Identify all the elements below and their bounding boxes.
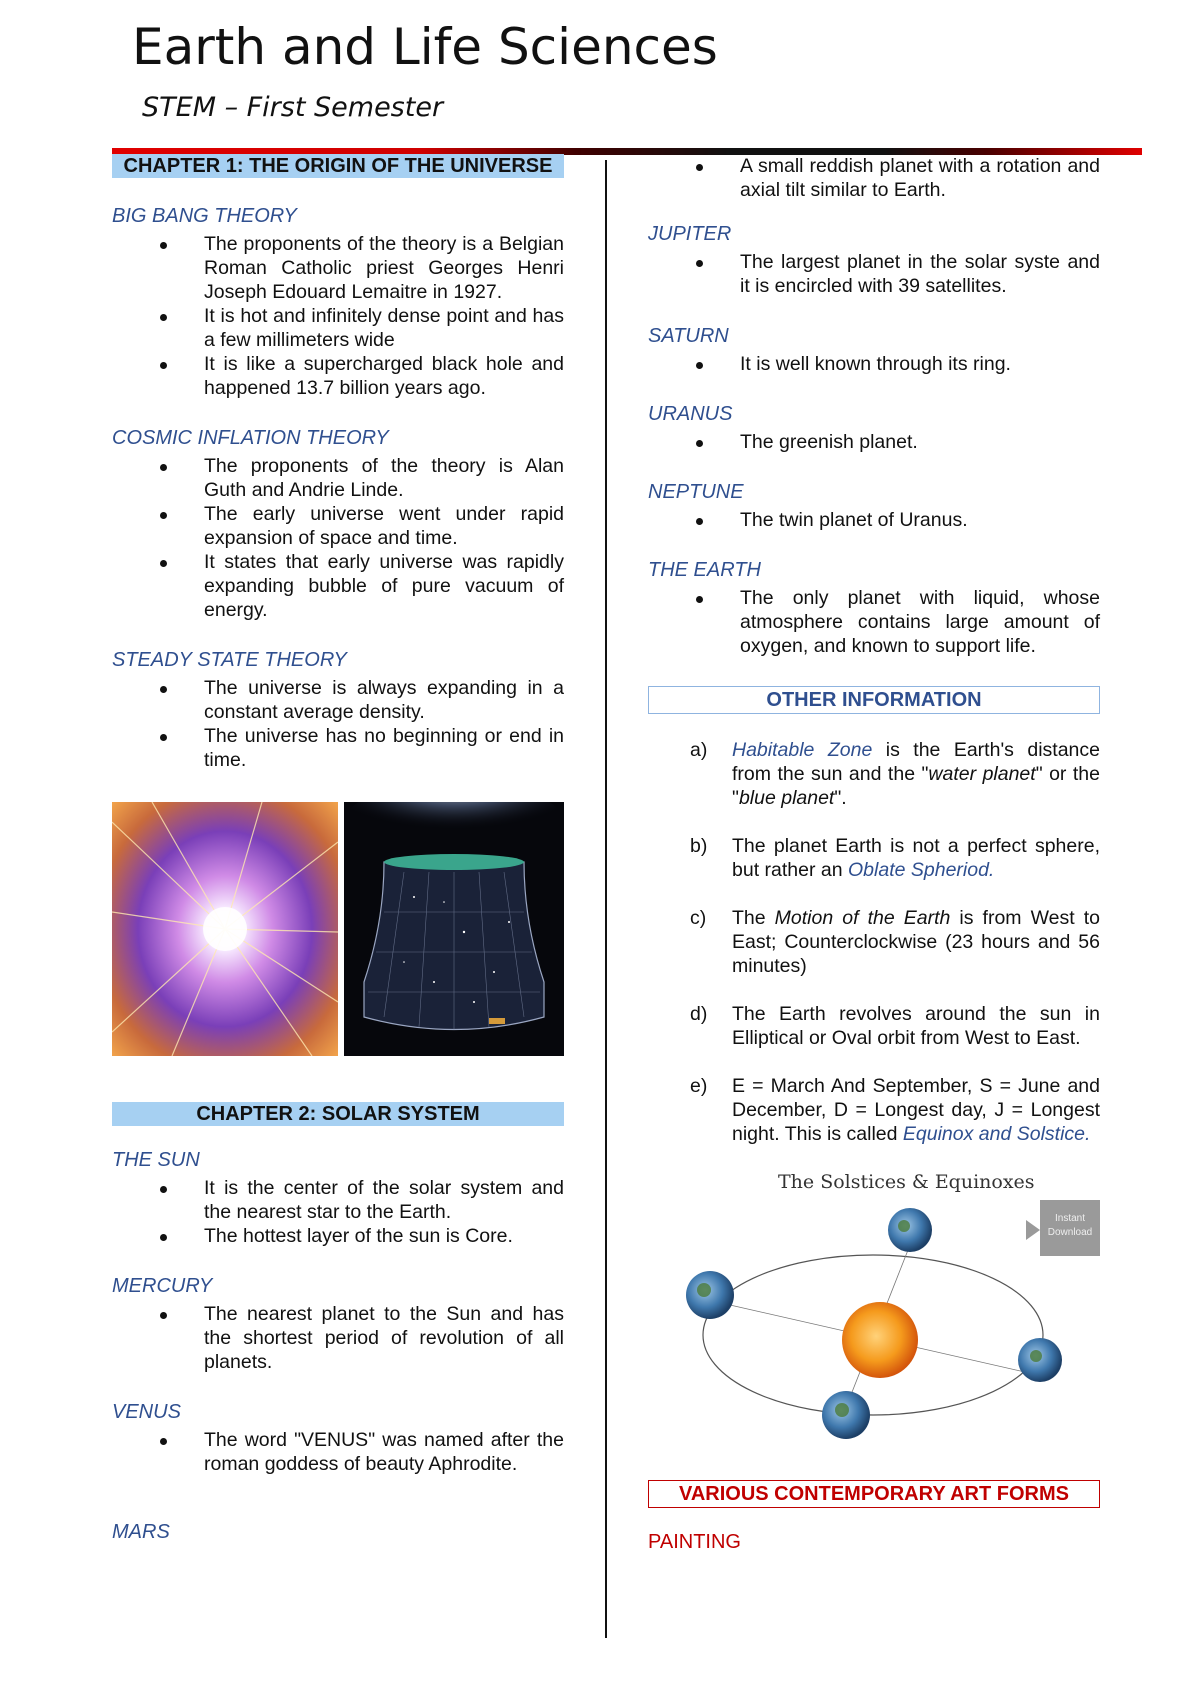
section-heading: URANUS (648, 403, 733, 425)
section-neptune (648, 480, 1100, 532)
list-item: d) The Earth revolves around the sun in Elliptical or Oval orbit from West to East. (690, 1003, 1100, 1049)
section-big-bang (112, 204, 564, 400)
section-heading: STEADY STATE THEORY (112, 649, 347, 671)
list-item: A small reddish planet with a rotation and axial tilt similar to Earth. (648, 154, 1100, 202)
section-uranus (648, 402, 1100, 454)
left-column (112, 154, 564, 1548)
list-item: The proponents of the theory is a Belgian Roman Catholic priest Georges Henri Joseph Edouard Lemaitre in 1927. (112, 232, 564, 304)
list-item: The early universe went under rapid expansion of space and time. (112, 502, 564, 550)
section-heading: JUPITER (648, 223, 732, 245)
section-cosmic-inflation (112, 426, 564, 622)
badge-line-1: Instant (1054, 1213, 1086, 1224)
list-item: The word "VENUS" was named after the roman goddess of beauty Aphrodite. (112, 1428, 564, 1476)
list-item: It states that early universe was rapidly expanding bubble of pure vacuum of energy. (112, 550, 564, 622)
section-heading: NEPTUNE (648, 481, 744, 503)
section-venus (112, 1400, 564, 1476)
list-item: It is like a supercharged black hole and happened 13.7 billion years ago. (112, 352, 564, 400)
section-heading: BIG BANG THEORY (112, 205, 297, 227)
orbit-diagram-svg (648, 1170, 1100, 1450)
list-item: It is well known through its ring. (648, 352, 1100, 376)
section-heading: THE EARTH (648, 559, 761, 581)
right-column (648, 154, 1100, 1554)
list-item: The proponents of the theory is Alan Guth and Andrie Linde. (112, 454, 564, 502)
list-item: The hottest layer of the sun is Core. (112, 1224, 564, 1248)
section-mars (112, 1520, 564, 1544)
section-saturn (648, 324, 1100, 376)
list-item: a) Habitable Zone is the Earth's distance from the sun and the "water planet" or the "blue planet". (690, 739, 1100, 809)
section-heading: MERCURY (112, 1275, 213, 1297)
list-item: It is the center of the solar system and the nearest star to the Earth. (112, 1176, 564, 1224)
section-mercury (112, 1274, 564, 1374)
section-steady-state (112, 648, 564, 772)
universe-images (112, 802, 564, 1056)
universe-expansion-image (344, 802, 564, 1056)
list-item: e) E = March And September, S = June and December, D = Longest day, J = Longest night. This is called Equinox and Solstice. (690, 1075, 1100, 1145)
painting-heading: PAINTING (648, 1531, 741, 1553)
other-information-list (648, 738, 1100, 1146)
diagram-title: The Solstices & Equinoxes (778, 1171, 1035, 1193)
list-item: The universe is always expanding in a constant average density. (112, 676, 564, 724)
section-heading: THE SUN (112, 1149, 200, 1171)
list-item: The largest planet in the solar syste and it is encircled with 39 satellites. (648, 250, 1100, 298)
section-heading: VENUS (112, 1401, 181, 1423)
list-item: b) The planet Earth is not a perfect sphere, but rather an Oblate Spheriod. (690, 835, 1100, 881)
column-divider (605, 160, 607, 1638)
art-forms-heading: VARIOUS CONTEMPORARY ART FORMS (648, 1480, 1100, 1508)
section-heading: COSMIC INFLATION THEORY (112, 427, 389, 449)
list-item: The nearest planet to the Sun and has the shortest period of revolution of all planets. (112, 1302, 564, 1374)
section-the-sun (112, 1148, 564, 1248)
document-title: Earth and Life Sciences (132, 18, 718, 76)
section-heading: SATURN (648, 325, 729, 347)
list-item: It is hot and infinitely dense point and has a few millimeters wide (112, 304, 564, 352)
list-item: The universe has no beginning or end in time. (112, 724, 564, 772)
chapter-1-heading: CHAPTER 1: THE ORIGIN OF THE UNIVERSE (112, 154, 564, 178)
solstice-equinox-diagram (648, 1170, 1100, 1450)
mars-continued (648, 154, 1100, 202)
document-subtitle: STEM – First Semester (142, 92, 444, 123)
badge-line-2: Download (1047, 1227, 1093, 1238)
other-information-heading: OTHER INFORMATION (648, 686, 1100, 714)
section-the-earth (648, 558, 1100, 658)
list-item: The twin planet of Uranus. (648, 508, 1100, 532)
list-item: c) The Motion of the Earth is from West to East; Counterclockwise (23 hours and 56 minutes) (690, 907, 1100, 977)
section-jupiter (648, 222, 1100, 298)
big-bang-image (112, 802, 338, 1056)
chapter-2-heading: CHAPTER 2: SOLAR SYSTEM (112, 1102, 564, 1126)
list-item: The greenish planet. (648, 430, 1100, 454)
list-item: The only planet with liquid, whose atmosphere contains large amount of oxygen, and known to support life. (648, 586, 1100, 658)
section-heading: MARS (112, 1521, 170, 1543)
